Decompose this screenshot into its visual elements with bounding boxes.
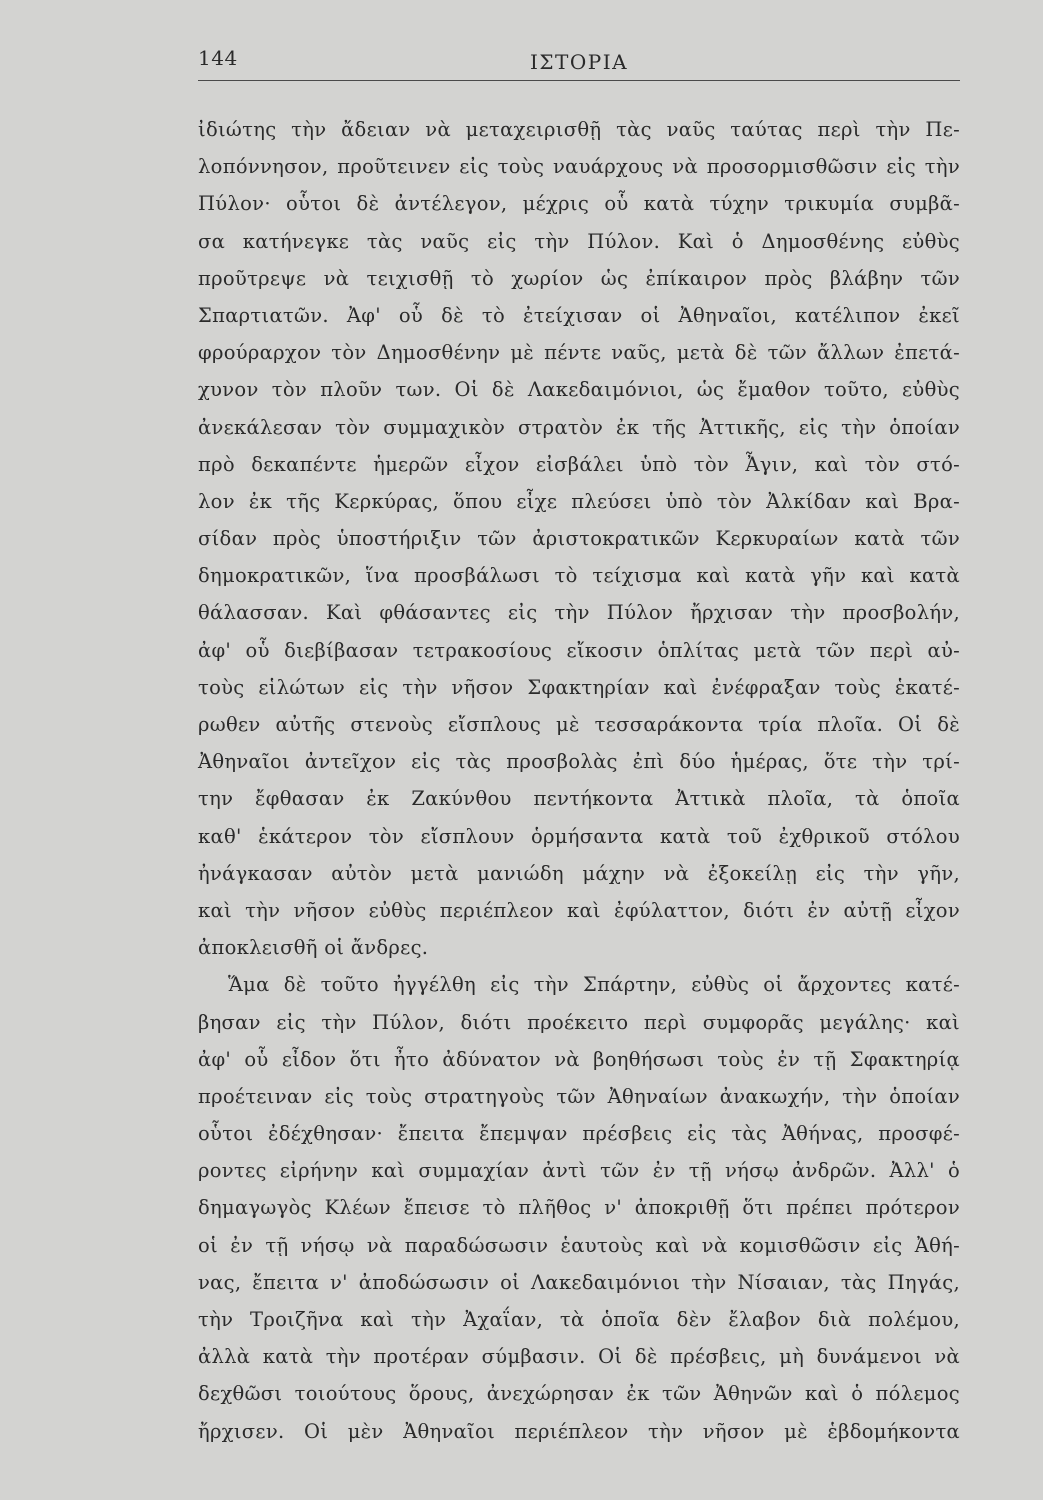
text-line: λον ἐκ τῆς Κερκύρας, ὅπου εἶχε πλεύσει ὑπὸ τὸν Ἀλκίδαν καὶ Βρα- [198, 489, 960, 513]
text-line: ἠνάγκασαν αὐτὸν μετὰ μανιώδη μάχην νὰ ἐξοκείλῃ εἰς τὴν γῆν, [198, 861, 960, 885]
page-header [198, 46, 960, 82]
text-line: ἀνεκάλεσαν τὸν συμμαχικὸν στρατὸν ἐκ τῆς Ἀττικῆς, εἰς τὴν ὁποίαν [198, 415, 960, 439]
paragraph-start-line: Ἅμα δὲ τοῦτο ἠγγέλθη εἰς τὴν Σπάρτην, εὐθὺς οἱ ἄρχοντες κατέ- [228, 973, 960, 997]
page-number: 144 [198, 46, 238, 70]
text-line: ρωθεν αὐτῆς στενοὺς εἴσπλους μὲ τεσσαράκοντα τρία πλοῖα. Οἱ δὲ [198, 713, 960, 736]
text-line: τοὺς εἱλώτων εἰς τὴν νῆσον Σφακτηρίαν καὶ ἐνέφραξαν τοὺς ἑκατέ- [198, 675, 960, 699]
text-line: δημοκρατικῶν, ἵνα προσβάλωσι τὸ τείχισμα καὶ κατὰ γῆν καὶ κατὰ [198, 564, 960, 588]
text-line: Ἀθηναῖοι ἀντεῖχον εἰς τὰς προσβολὰς ἐπὶ δύο ἡμέρας, ὅτε τὴν τρί- [198, 750, 960, 774]
text-line: Σπαρτιατῶν. Ἀφ' οὗ δὲ τὸ ἐτείχισαν οἱ Ἀθηναῖοι, κατέλιπον ἐκεῖ [198, 303, 960, 327]
text-line: τὴν Τροιζῆνα καὶ τὴν Ἀχαΐαν, τὰ ὁποῖα δὲν ἔλαβον διὰ πολέμου, [198, 1308, 960, 1331]
text-line: ἤρχισεν. Οἱ μὲν Ἀθηναῖοι περιέπλεον τὴν νῆσον μὲ ἑβδομήκοντα [198, 1419, 960, 1443]
text-line: λοπόννησον, προῦτεινεν εἰς τοὺς ναυάρχους νὰ προσορμισθῶσιν εἰς τὴν [198, 155, 960, 179]
text-line: ἀλλὰ κατὰ τὴν προτέραν σύμβασιν. Οἱ δὲ πρέσβεις, μὴ δυνάμενοι νὰ [198, 1345, 960, 1369]
text-line: οἱ ἐν τῇ νήσῳ νὰ παραδώσωσιν ἑαυτοὺς καὶ νὰ κομισθῶσιν εἰς Ἀθή- [198, 1233, 960, 1257]
text-line: σίδαν πρὸς ὑποστήριξιν τῶν ἀριστοκρατικῶν Κερκυραίων κατὰ τῶν [198, 527, 960, 551]
text-line: οὗτοι ἐδέχθησαν· ἔπειτα ἔπεμψαν πρέσβεις εἰς τὰς Ἀθήνας, προσφέ- [198, 1122, 960, 1146]
header-rule [198, 80, 960, 81]
text-line: ἰδιώτης τὴν ἄδειαν νὰ μεταχειρισθῇ τὰς ναῦς ταύτας περὶ τὴν Πε- [198, 118, 960, 141]
text-line: βησαν εἰς τὴν Πύλον, διότι προέκειτο περὶ συμφορᾶς μεγάλης· καὶ [198, 1010, 960, 1034]
text-line: ροντες εἰρήνην καὶ συμμαχίαν ἀντὶ τῶν ἐν τῇ νήσῳ ἀνδρῶν. Ἀλλ' ὁ [198, 1159, 960, 1183]
body-text [198, 111, 960, 1450]
text-line: σα κατήνεγκε τὰς ναῦς εἰς τὴν Πύλον. Καὶ ὁ Δημοσθένης εὐθὺς [198, 229, 960, 253]
text-line: ἀφ' οὗ διεβίβασαν τετρακοσίους εἴκοσιν ὁπλίτας μετὰ τῶν περὶ αὐ- [198, 638, 960, 662]
text-line: νας, ἔπειτα ν' ἀποδώσωσιν οἱ Λακεδαιμόνιοι τὴν Νίσαιαν, τὰς Πηγάς, [198, 1270, 960, 1294]
text-line: την ἔφθασαν ἐκ Ζακύνθου πεντήκοντα Ἀττικὰ πλοῖα, τὰ ὁποῖα [198, 787, 960, 811]
text-line: θάλασσαν. Καὶ φθάσαντες εἰς τὴν Πύλον ἤρχισαν τὴν προσβολήν, [198, 601, 960, 625]
text-line: δεχθῶσι τοιούτους ὅρους, ἀνεχώρησαν ἐκ τῶν Ἀθηνῶν καὶ ὁ πόλεμος [198, 1382, 960, 1406]
text-line: φρούραρχον τὸν Δημοσθένην μὲ πέντε ναῦς, μετὰ δὲ τῶν ἄλλων ἐπετά- [198, 341, 960, 365]
text-line: χυνον τὸν πλοῦν των. Οἱ δὲ Λακεδαιμόνιοι, ὡς ἔμαθον τοῦτο, εὐθὺς [198, 378, 960, 402]
text-line: δημαγωγὸς Κλέων ἔπεισε τὸ πλῆθος ν' ἀποκριθῇ ὅτι πρέπει πρότερον [198, 1196, 960, 1220]
text-line: ἀφ' οὗ εἶδον ὅτι ἦτο ἀδύνατον νὰ βοηθήσωσι τοὺς ἐν τῇ Σφακτηρίᾳ [198, 1047, 960, 1071]
text-line: προῦτρεψε νὰ τειχισθῇ τὸ χωρίον ὡς ἐπίκαιρον πρὸς βλάβην τῶν [198, 266, 960, 290]
text-line: προέτειναν εἰς τοὺς στρατηγοὺς τῶν Ἀθηναίων ἀνακωχήν, τὴν ὁποίαν [198, 1084, 960, 1108]
text-line: καὶ τὴν νῆσον εὐθὺς περιέπλεον καὶ ἐφύλαττον, διότι ἐν αὐτῇ εἶχον [198, 898, 960, 922]
running-title: ΙΣΤΟΡΙΑ [529, 50, 629, 74]
paragraph-end-line: ἀποκλεισθῆ οἱ ἄνδρες. [198, 936, 429, 960]
text-line: Πύλον· οὗτοι δὲ ἀντέλεγον, μέχρις οὗ κατὰ τύχην τρικυμία συμβᾶ- [198, 192, 960, 216]
text-line: πρὸ δεκαπέντε ἡμερῶν εἶχον εἰσβάλει ὑπὸ τὸν Ἆγιν, καὶ τὸν στό- [198, 452, 960, 476]
text-line: καθ' ἑκάτερον τὸν εἴσπλουν ὁρμήσαντα κατὰ τοῦ ἐχθρικοῦ στόλου [198, 824, 960, 848]
